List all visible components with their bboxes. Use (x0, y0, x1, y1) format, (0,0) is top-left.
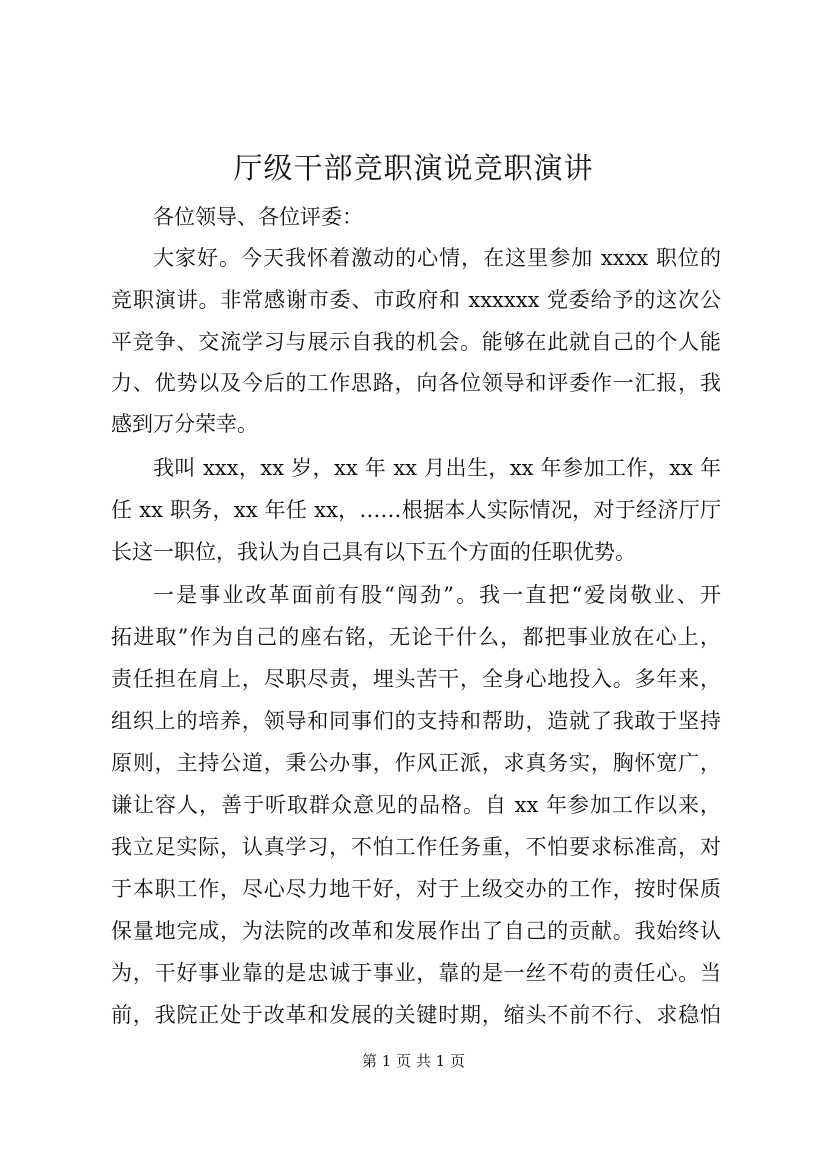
text-line: 大家好。今天我怀着激动的心情，在这里参加 xxxx 职位的 (153, 246, 721, 270)
text-line: 保量地完成，为法院的改革和发展作出了自己的贡献。我始终认 (111, 919, 721, 943)
text-line: 责任担在肩上，尽职尽责，埋头苦干，全身心地投入。多年来， (111, 667, 721, 691)
text-line: 我立足实际，认真学习，不怕工作任务重，不怕要求标准高，对 (111, 835, 721, 859)
text-line: 组织上的培养，领导和同事们的支持和帮助，造就了我敢于坚持 (111, 709, 721, 733)
text-line: 为，干好事业靠的是忠诚于事业，靠的是一丝不苟的责任心。当 (111, 961, 721, 985)
text-line: 竞职演讲。非常感谢市委、市政府和 xxxxxx 党委给予的这次公 (111, 288, 721, 312)
text-line: 拓进取”作为自己的座右铭，无论干什么，都把事业放在心上， (111, 625, 721, 649)
text-line: 谦让容人，善于听取群众意见的品格。自 xx 年参加工作以来， (111, 793, 721, 817)
text-line: 我叫 xxx，xx 岁，xx 年 xx 月出生，xx 年参加工作，xx 年 (153, 456, 721, 480)
text-line: 长这一职位，我认为自己具有以下五个方面的任职优势。 (111, 540, 636, 564)
page-footer: 第 1 页 共 1 页 (362, 1052, 465, 1070)
text-line: 前，我院正处于改革和发展的关键时期，缩头不前不行、求稳怕 (111, 1003, 721, 1027)
text-line: 平竞争、交流学习与展示自我的机会。能够在此就自己的个人能 (111, 330, 721, 354)
text-line: 原则，主持公道，秉公办事，作风正派，求真务实，胸怀宽广， (111, 751, 721, 775)
text-line: 于本职工作，尽心尽力地干好，对于上级交办的工作，按时保质 (111, 877, 721, 901)
text-line: 一是事业改革面前有股“闯劲”。我一直把“爱岗敬业、开 (153, 583, 721, 607)
text-line: 各位领导、各位评委： (153, 205, 363, 229)
text-line: 任 xx 职务，xx 年任 xx，……根据本人实际情况，对于经济厅厅 (111, 498, 721, 522)
document-title: 厅级干部竞职演说竞职演讲 (233, 151, 594, 185)
text-line: 感到万分荣幸。 (111, 412, 258, 436)
text-line: 力、优势以及今后的工作思路，向各位领导和评委作一汇报，我 (111, 371, 721, 395)
